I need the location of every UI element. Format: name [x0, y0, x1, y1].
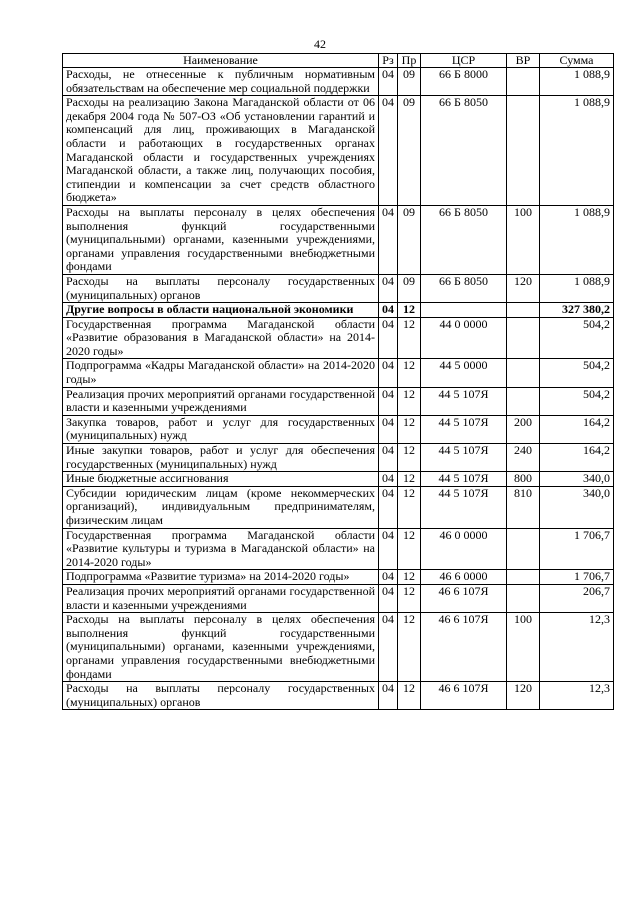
cell-vr	[507, 387, 540, 415]
cell-vr: 200	[507, 415, 540, 443]
cell-vr: 810	[507, 486, 540, 528]
cell-sum: 327 380,2	[540, 303, 614, 318]
cell-rz: 04	[379, 486, 398, 528]
cell-pr: 12	[398, 584, 421, 612]
header-pr: Пр	[398, 54, 421, 68]
cell-sum: 504,2	[540, 317, 614, 359]
header-rz: Рз	[379, 54, 398, 68]
cell-name: Реализация прочих мероприятий органами государственной власти и казенными учреждениями	[63, 387, 379, 415]
cell-pr: 09	[398, 96, 421, 206]
cell-pr: 09	[398, 68, 421, 96]
cell-csr: 46 6 0000	[421, 570, 507, 585]
cell-name: Иные бюджетные ассигнования	[63, 472, 379, 487]
cell-name: Расходы на выплаты персоналу в целях обеспечения выполнения функций государственными (муниципальными) органами, казенными учреждениями, органами управления государственными внебюджетными фондами	[63, 205, 379, 274]
cell-csr: 46 0 0000	[421, 528, 507, 570]
cell-name: Расходы, не отнесенные к публичным нормативным обязательствам на обеспечение мер социальной поддержки	[63, 68, 379, 96]
table-row	[63, 613, 614, 682]
cell-sum: 12,3	[540, 613, 614, 682]
cell-vr: 100	[507, 613, 540, 682]
table-row	[63, 472, 614, 487]
table-header-row	[63, 54, 614, 68]
cell-vr: 800	[507, 472, 540, 487]
cell-sum: 1 706,7	[540, 528, 614, 570]
table-row	[63, 274, 614, 302]
cell-vr	[507, 68, 540, 96]
cell-rz: 04	[379, 528, 398, 570]
cell-rz: 04	[379, 415, 398, 443]
table-row	[63, 486, 614, 528]
cell-csr: 46 6 107Я	[421, 682, 507, 710]
cell-pr: 12	[398, 415, 421, 443]
cell-sum: 164,2	[540, 415, 614, 443]
budget-table	[62, 53, 614, 710]
cell-vr	[507, 359, 540, 387]
cell-vr	[507, 570, 540, 585]
cell-vr: 100	[507, 205, 540, 274]
cell-vr	[507, 528, 540, 570]
cell-sum: 504,2	[540, 387, 614, 415]
table-row	[63, 205, 614, 274]
cell-csr: 44 5 107Я	[421, 415, 507, 443]
cell-vr: 120	[507, 274, 540, 302]
cell-pr: 12	[398, 303, 421, 318]
cell-vr	[507, 317, 540, 359]
cell-sum: 206,7	[540, 584, 614, 612]
cell-name: Субсидии юридическим лицам (кроме некоммерческих организаций), индивидуальным предпринимателям, физическим лицам	[63, 486, 379, 528]
cell-vr: 240	[507, 444, 540, 472]
cell-name: Государственная программа Магаданской области «Развитие культуры и туризма в Магаданской области» на 2014-2020 годы»	[63, 528, 379, 570]
cell-pr: 12	[398, 613, 421, 682]
cell-rz: 04	[379, 205, 398, 274]
cell-csr: 46 6 107Я	[421, 584, 507, 612]
cell-name: Реализация прочих мероприятий органами государственной власти и казенными учреждениями	[63, 584, 379, 612]
cell-pr: 12	[398, 387, 421, 415]
cell-vr	[507, 96, 540, 206]
cell-name: Расходы на выплаты персоналу в целях обеспечения выполнения функций государственными (муниципальными) органами, казенными учреждениями, органами управления государственными внебюджетными фондами	[63, 613, 379, 682]
cell-rz: 04	[379, 472, 398, 487]
cell-rz: 04	[379, 570, 398, 585]
cell-rz: 04	[379, 682, 398, 710]
table-row	[63, 584, 614, 612]
cell-pr: 12	[398, 359, 421, 387]
cell-sum: 340,0	[540, 486, 614, 528]
cell-pr: 09	[398, 274, 421, 302]
cell-rz: 04	[379, 274, 398, 302]
cell-rz: 04	[379, 96, 398, 206]
cell-sum: 1 088,9	[540, 96, 614, 206]
cell-rz: 04	[379, 317, 398, 359]
cell-pr: 12	[398, 317, 421, 359]
cell-pr: 12	[398, 444, 421, 472]
cell-name: Закупка товаров, работ и услуг для государственных (муниципальных) нужд	[63, 415, 379, 443]
cell-name: Подпрограмма «Кадры Магаданской области» на 2014-2020 годы»	[63, 359, 379, 387]
cell-pr: 09	[398, 205, 421, 274]
cell-name: Государственная программа Магаданской области «Развитие образования в Магаданской области» на 2014-2020 годы»	[63, 317, 379, 359]
table-row	[63, 415, 614, 443]
cell-name: Расходы на реализацию Закона Магаданской области от 06 декабря 2004 года № 507-ОЗ «Об установлении гарантий и компенсаций для лиц, проживающих в Магаданской области и работающих в государственных органах Магаданской области и государственных учреждениях Магаданской области, а также лиц, получающих пособия, стипендии и компенсации за счет средств областного бюджета»	[63, 96, 379, 206]
cell-name: Иные закупки товаров, работ и услуг для обеспечения государственных (муниципальных) нужд	[63, 444, 379, 472]
table-row	[63, 68, 614, 96]
cell-pr: 12	[398, 472, 421, 487]
table-row	[63, 444, 614, 472]
table-row	[63, 570, 614, 585]
cell-vr: 120	[507, 682, 540, 710]
cell-pr: 12	[398, 570, 421, 585]
header-name: Наименование	[63, 54, 379, 68]
table-row	[63, 359, 614, 387]
cell-name: Подпрограмма «Развитие туризма» на 2014-2020 годы»	[63, 570, 379, 585]
cell-csr	[421, 303, 507, 318]
cell-csr: 44 5 107Я	[421, 486, 507, 528]
cell-sum: 12,3	[540, 682, 614, 710]
cell-sum: 504,2	[540, 359, 614, 387]
cell-rz: 04	[379, 68, 398, 96]
header-vr: ВР	[507, 54, 540, 68]
cell-rz: 04	[379, 387, 398, 415]
table-row	[63, 317, 614, 359]
cell-vr	[507, 303, 540, 318]
cell-name: Расходы на выплаты персоналу государственных (муниципальных) органов	[63, 274, 379, 302]
cell-sum: 1 088,9	[540, 205, 614, 274]
cell-csr: 44 5 107Я	[421, 387, 507, 415]
table-row	[63, 303, 614, 318]
cell-name: Расходы на выплаты персоналу государственных (муниципальных) органов	[63, 682, 379, 710]
cell-sum: 1 088,9	[540, 68, 614, 96]
cell-sum: 340,0	[540, 472, 614, 487]
cell-pr: 12	[398, 528, 421, 570]
cell-csr: 66 Б 8050	[421, 96, 507, 206]
page-number: 42	[314, 37, 326, 51]
cell-csr: 66 Б 8000	[421, 68, 507, 96]
table-row	[63, 682, 614, 710]
header-sum: Сумма	[540, 54, 614, 68]
table-row	[63, 528, 614, 570]
cell-pr: 12	[398, 682, 421, 710]
cell-sum: 1 706,7	[540, 570, 614, 585]
table-row	[63, 387, 614, 415]
cell-rz: 04	[379, 584, 398, 612]
table-row	[63, 96, 614, 206]
cell-pr: 12	[398, 486, 421, 528]
cell-csr: 44 5 107Я	[421, 472, 507, 487]
cell-sum: 164,2	[540, 444, 614, 472]
cell-sum: 1 088,9	[540, 274, 614, 302]
cell-csr: 66 Б 8050	[421, 274, 507, 302]
cell-rz: 04	[379, 444, 398, 472]
cell-rz: 04	[379, 303, 398, 318]
cell-csr: 44 5 107Я	[421, 444, 507, 472]
cell-rz: 04	[379, 613, 398, 682]
cell-rz: 04	[379, 359, 398, 387]
cell-name: Другие вопросы в области национальной экономики	[63, 303, 379, 318]
header-csr: ЦСР	[421, 54, 507, 68]
cell-csr: 46 6 107Я	[421, 613, 507, 682]
cell-vr	[507, 584, 540, 612]
cell-csr: 44 5 0000	[421, 359, 507, 387]
cell-csr: 66 Б 8050	[421, 205, 507, 274]
cell-csr: 44 0 0000	[421, 317, 507, 359]
